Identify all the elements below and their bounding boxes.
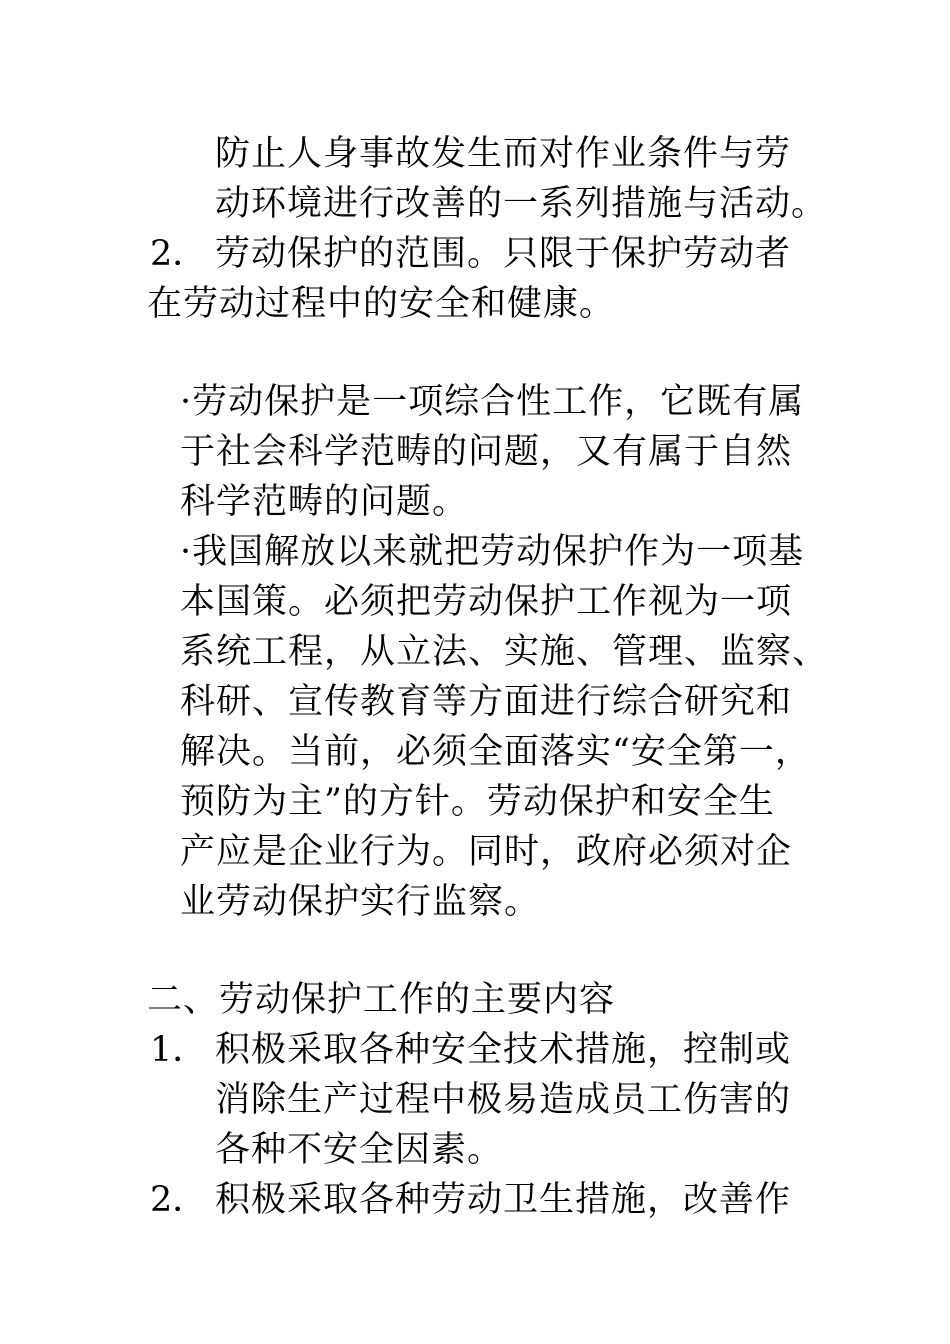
- bullet-2-line-6: 预防为主”的方针。劳动保护和安全生: [180, 782, 775, 822]
- section-heading: 二、劳动保护工作的主要内容: [147, 980, 616, 1020]
- item-scope-line-2: 在劳动过程中的安全和健康。: [147, 284, 616, 324]
- bullet-2-line-8: 业劳动保护实行监察。: [180, 882, 541, 922]
- item-number: 1．: [150, 1030, 208, 1070]
- bullet-1-line-1: ·劳动保护是一项综合性工作，它既有属: [180, 382, 805, 422]
- bullet-2-line-7: 产应是企业行为。同时，政府必须对企: [180, 832, 793, 872]
- bullet-2-line-4: 科研、宣传教育等方面进行综合研究和: [180, 682, 793, 722]
- item-number: 2．: [150, 234, 208, 274]
- bullet-1-line-2: 于社会科学范畴的问题，又有属于自然: [180, 432, 793, 472]
- item-1-line-3: 各种不安全因素。: [215, 1130, 504, 1170]
- item-1-line-2: 消除生产过程中极易造成员工伤害的: [215, 1080, 792, 1120]
- bullet-2-line-1: ·我国解放以来就把劳动保护作为一项基: [180, 532, 805, 572]
- item-1-line-1: 积极采取各种安全技术措施，控制或: [215, 1030, 792, 1070]
- bullet-2-line-3: 系统工程，从立法、实施、管理、监察、: [180, 632, 829, 672]
- item-scope-line-1: 劳动保护的范围。只限于保护劳动者: [215, 234, 792, 274]
- bullet-1-line-3: 科学范畴的问题。: [180, 482, 469, 522]
- bullet-2-line-5: 解决。当前，必须全面落实“安全第一，: [180, 732, 811, 772]
- intro-line-2: 动环境进行改善的一系列措施与活动。: [215, 184, 828, 224]
- intro-line-1: 防止人身事故发生而对作业条件与劳: [215, 134, 792, 174]
- item-number: 2．: [150, 1180, 208, 1220]
- item-2-line-1: 积极采取各种劳动卫生措施，改善作: [215, 1180, 792, 1220]
- bullet-2-line-2: 本国策。必须把劳动保护工作视为一项: [180, 582, 793, 622]
